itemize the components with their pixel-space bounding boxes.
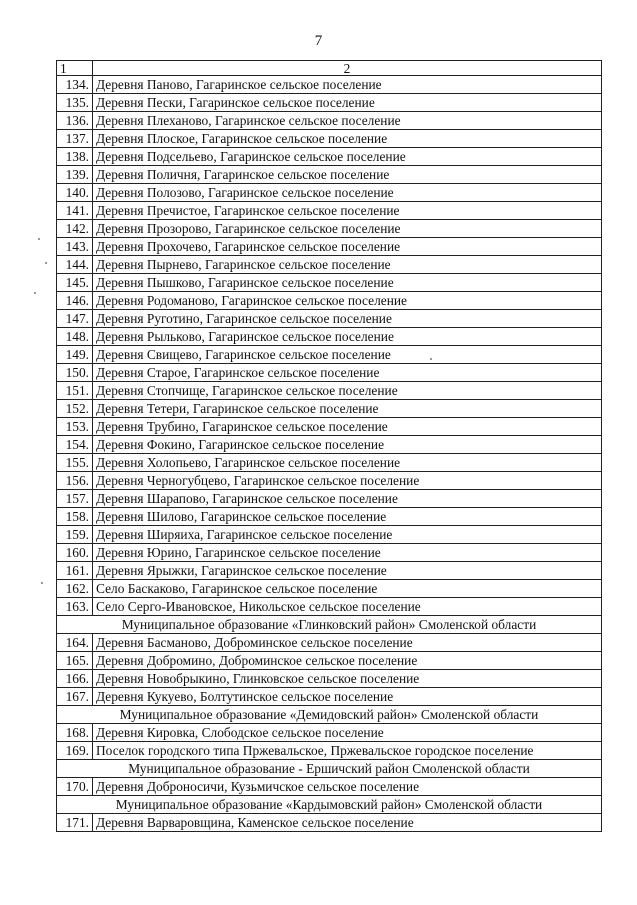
- row-settlement-name: Деревня Холопьево, Гагаринское сельское поселение: [93, 454, 602, 472]
- section-header-row: [57, 706, 602, 724]
- row-number: 167.: [57, 688, 93, 706]
- row-number: 150.: [57, 364, 93, 382]
- section-header: Муниципальное образование «Глинковский район» Смоленской области: [57, 616, 602, 634]
- row-settlement-name: Деревня Фокино, Гагаринское сельское поселение: [93, 436, 602, 454]
- table-row: [57, 742, 602, 760]
- table-row: [57, 778, 602, 796]
- row-number: 152.: [57, 400, 93, 418]
- row-number: 157.: [57, 490, 93, 508]
- row-settlement-name: Деревня Юрино, Гагаринское сельское поселение: [93, 544, 602, 562]
- scan-speck: [45, 262, 47, 264]
- section-header-row: [57, 760, 602, 778]
- table-row: [57, 184, 602, 202]
- row-number: 139.: [57, 166, 93, 184]
- row-number: 155.: [57, 454, 93, 472]
- row-settlement-name: Деревня Подсельево, Гагаринское сельское поселение: [93, 148, 602, 166]
- row-settlement-name: Деревня Новобрыкино, Глинковское сельское поселение: [93, 670, 602, 688]
- row-number: 160.: [57, 544, 93, 562]
- row-number: 148.: [57, 328, 93, 346]
- row-settlement-name: Деревня Стопчище, Гагаринское сельское поселение: [93, 382, 602, 400]
- row-settlement-name: Деревня Родоманово, Гагаринское сельское поселение: [93, 292, 602, 310]
- row-number: 142.: [57, 220, 93, 238]
- row-settlement-name: Деревня Басманово, Доброминское сельское поселение: [93, 634, 602, 652]
- scan-speck: [34, 292, 36, 294]
- section-header: Муниципальное образование «Кардымовский район» Смоленской области: [57, 796, 602, 814]
- page-number: 7: [314, 33, 323, 49]
- table-row: [57, 346, 602, 364]
- table-row: [57, 490, 602, 508]
- row-number: 145.: [57, 274, 93, 292]
- row-settlement-name: Деревня Прозорово, Гагаринское сельское поселение: [93, 220, 602, 238]
- row-settlement-name: Деревня Трубино, Гагаринское сельское поселение: [93, 418, 602, 436]
- row-number: 168.: [57, 724, 93, 742]
- section-header: Муниципальное образование - Ершичский район Смоленской области: [57, 760, 602, 778]
- row-number: 143.: [57, 238, 93, 256]
- row-number: 164.: [57, 634, 93, 652]
- row-settlement-name: Деревня Варваровщина, Каменское сельское поселение: [93, 814, 602, 832]
- row-number: 166.: [57, 670, 93, 688]
- row-number: 159.: [57, 526, 93, 544]
- row-number: 165.: [57, 652, 93, 670]
- table-row: [57, 76, 602, 94]
- table-row: [57, 220, 602, 238]
- table-row: [57, 274, 602, 292]
- column-name-header: 2: [93, 61, 602, 76]
- table-row: [57, 436, 602, 454]
- row-settlement-name: Деревня Рыльково, Гагаринское сельское поселение: [93, 328, 602, 346]
- row-number: 147.: [57, 310, 93, 328]
- row-number: 151.: [57, 382, 93, 400]
- row-settlement-name: Деревня Шарапово, Гагаринское сельское поселение: [93, 490, 602, 508]
- table-row: [57, 724, 602, 742]
- row-settlement-name: Деревня Тетери, Гагаринское сельское поселение: [93, 400, 602, 418]
- row-settlement-name: Деревня Шилово, Гагаринское сельское поселение: [93, 508, 602, 526]
- scan-speck: [41, 582, 43, 584]
- scan-speck: [38, 238, 40, 240]
- table-row: [57, 364, 602, 382]
- row-settlement-name: Село Серго-Ивановское, Никольское сельское поселение: [93, 598, 602, 616]
- row-settlement-name: Деревня Прохочево, Гагаринское сельское поселение: [93, 238, 602, 256]
- row-settlement-name: Деревня Плоское, Гагаринское сельское поселение: [93, 130, 602, 148]
- row-number: 163.: [57, 598, 93, 616]
- table-row: [57, 310, 602, 328]
- row-settlement-name: Деревня Пырнево, Гагаринское сельское поселение: [93, 256, 602, 274]
- table-row: [57, 382, 602, 400]
- row-settlement-name: Деревня Пышково, Гагаринское сельское поселение: [93, 274, 602, 292]
- table-row: [57, 148, 602, 166]
- table-row: [57, 256, 602, 274]
- table-row: [57, 508, 602, 526]
- row-settlement-name: Деревня Пречистое, Гагаринское сельское поселение: [93, 202, 602, 220]
- table-row: [57, 130, 602, 148]
- row-settlement-name: Деревня Паново, Гагаринское сельское поселение: [93, 76, 602, 94]
- table-row: [57, 670, 602, 688]
- table-row: [57, 544, 602, 562]
- table-row: [57, 598, 602, 616]
- row-number: 141.: [57, 202, 93, 220]
- row-settlement-name: Деревня Доброносичи, Кузьмичское сельское поселение: [93, 778, 602, 796]
- row-settlement-name: Деревня Черногубцево, Гагаринское сельское поселение: [93, 472, 602, 490]
- row-settlement-name: Поселок городского типа Пржевальское, Пржевальское городское поселение: [93, 742, 602, 760]
- table-row: [57, 400, 602, 418]
- row-number: 158.: [57, 508, 93, 526]
- table-row: [57, 94, 602, 112]
- row-number: 169.: [57, 742, 93, 760]
- table-row: [57, 562, 602, 580]
- row-number: 136.: [57, 112, 93, 130]
- row-settlement-name: Деревня Кукуево, Болтутинское сельское поселение: [93, 688, 602, 706]
- row-number: 138.: [57, 148, 93, 166]
- column-number-header: 1: [57, 61, 93, 76]
- row-settlement-name: Деревня Кировка, Слободское сельское поселение: [93, 724, 602, 742]
- table-row: [57, 202, 602, 220]
- section-header-row: [57, 616, 602, 634]
- row-settlement-name: Деревня Добромино, Доброминское сельское поселение: [93, 652, 602, 670]
- row-settlement-name: Деревня Плеханово, Гагаринское сельское поселение: [93, 112, 602, 130]
- table-row: [57, 634, 602, 652]
- table-row: [57, 238, 602, 256]
- row-number: 171.: [57, 814, 93, 832]
- table-body: [57, 61, 602, 832]
- table-row: [57, 418, 602, 436]
- table-row: [57, 112, 602, 130]
- row-settlement-name: Деревня Руготино, Гагаринское сельское поселение: [93, 310, 602, 328]
- row-number: 140.: [57, 184, 93, 202]
- row-settlement-name: Деревня Старое, Гагаринское сельское поселение: [93, 364, 602, 382]
- table-row: [57, 526, 602, 544]
- row-number: 144.: [57, 256, 93, 274]
- section-header-row: [57, 796, 602, 814]
- row-number: 135.: [57, 94, 93, 112]
- row-number: 161.: [57, 562, 93, 580]
- row-settlement-name: Деревня Поличня, Гагаринское сельское поселение: [93, 166, 602, 184]
- table-row: [57, 652, 602, 670]
- scan-speck: [430, 358, 432, 360]
- row-settlement-name: Деревня Ярыжки, Гагаринское сельское поселение: [93, 562, 602, 580]
- table-row: [57, 814, 602, 832]
- table-row: [57, 328, 602, 346]
- row-number: 137.: [57, 130, 93, 148]
- row-number: 134.: [57, 76, 93, 94]
- row-number: 162.: [57, 580, 93, 598]
- table-row: [57, 580, 602, 598]
- row-number: 153.: [57, 418, 93, 436]
- row-settlement-name: Деревня Пески, Гагаринское сельское поселение: [93, 94, 602, 112]
- section-header: Муниципальное образование «Демидовский район» Смоленской области: [57, 706, 602, 724]
- table-row: [57, 688, 602, 706]
- table-header-row: [57, 61, 602, 76]
- row-number: 170.: [57, 778, 93, 796]
- row-settlement-name: Деревня Свищево, Гагаринское сельское поселение: [93, 346, 602, 364]
- settlements-table: [56, 60, 602, 832]
- row-settlement-name: Деревня Ширяиха, Гагаринское сельское поселение: [93, 526, 602, 544]
- table-row: [57, 454, 602, 472]
- table-row: [57, 292, 602, 310]
- row-number: 154.: [57, 436, 93, 454]
- row-settlement-name: Деревня Полозово, Гагаринское сельское поселение: [93, 184, 602, 202]
- row-number: 156.: [57, 472, 93, 490]
- row-settlement-name: Село Баскаково, Гагаринское сельское поселение: [93, 580, 602, 598]
- table-row: [57, 166, 602, 184]
- table-row: [57, 472, 602, 490]
- row-number: 149.: [57, 346, 93, 364]
- row-number: 146.: [57, 292, 93, 310]
